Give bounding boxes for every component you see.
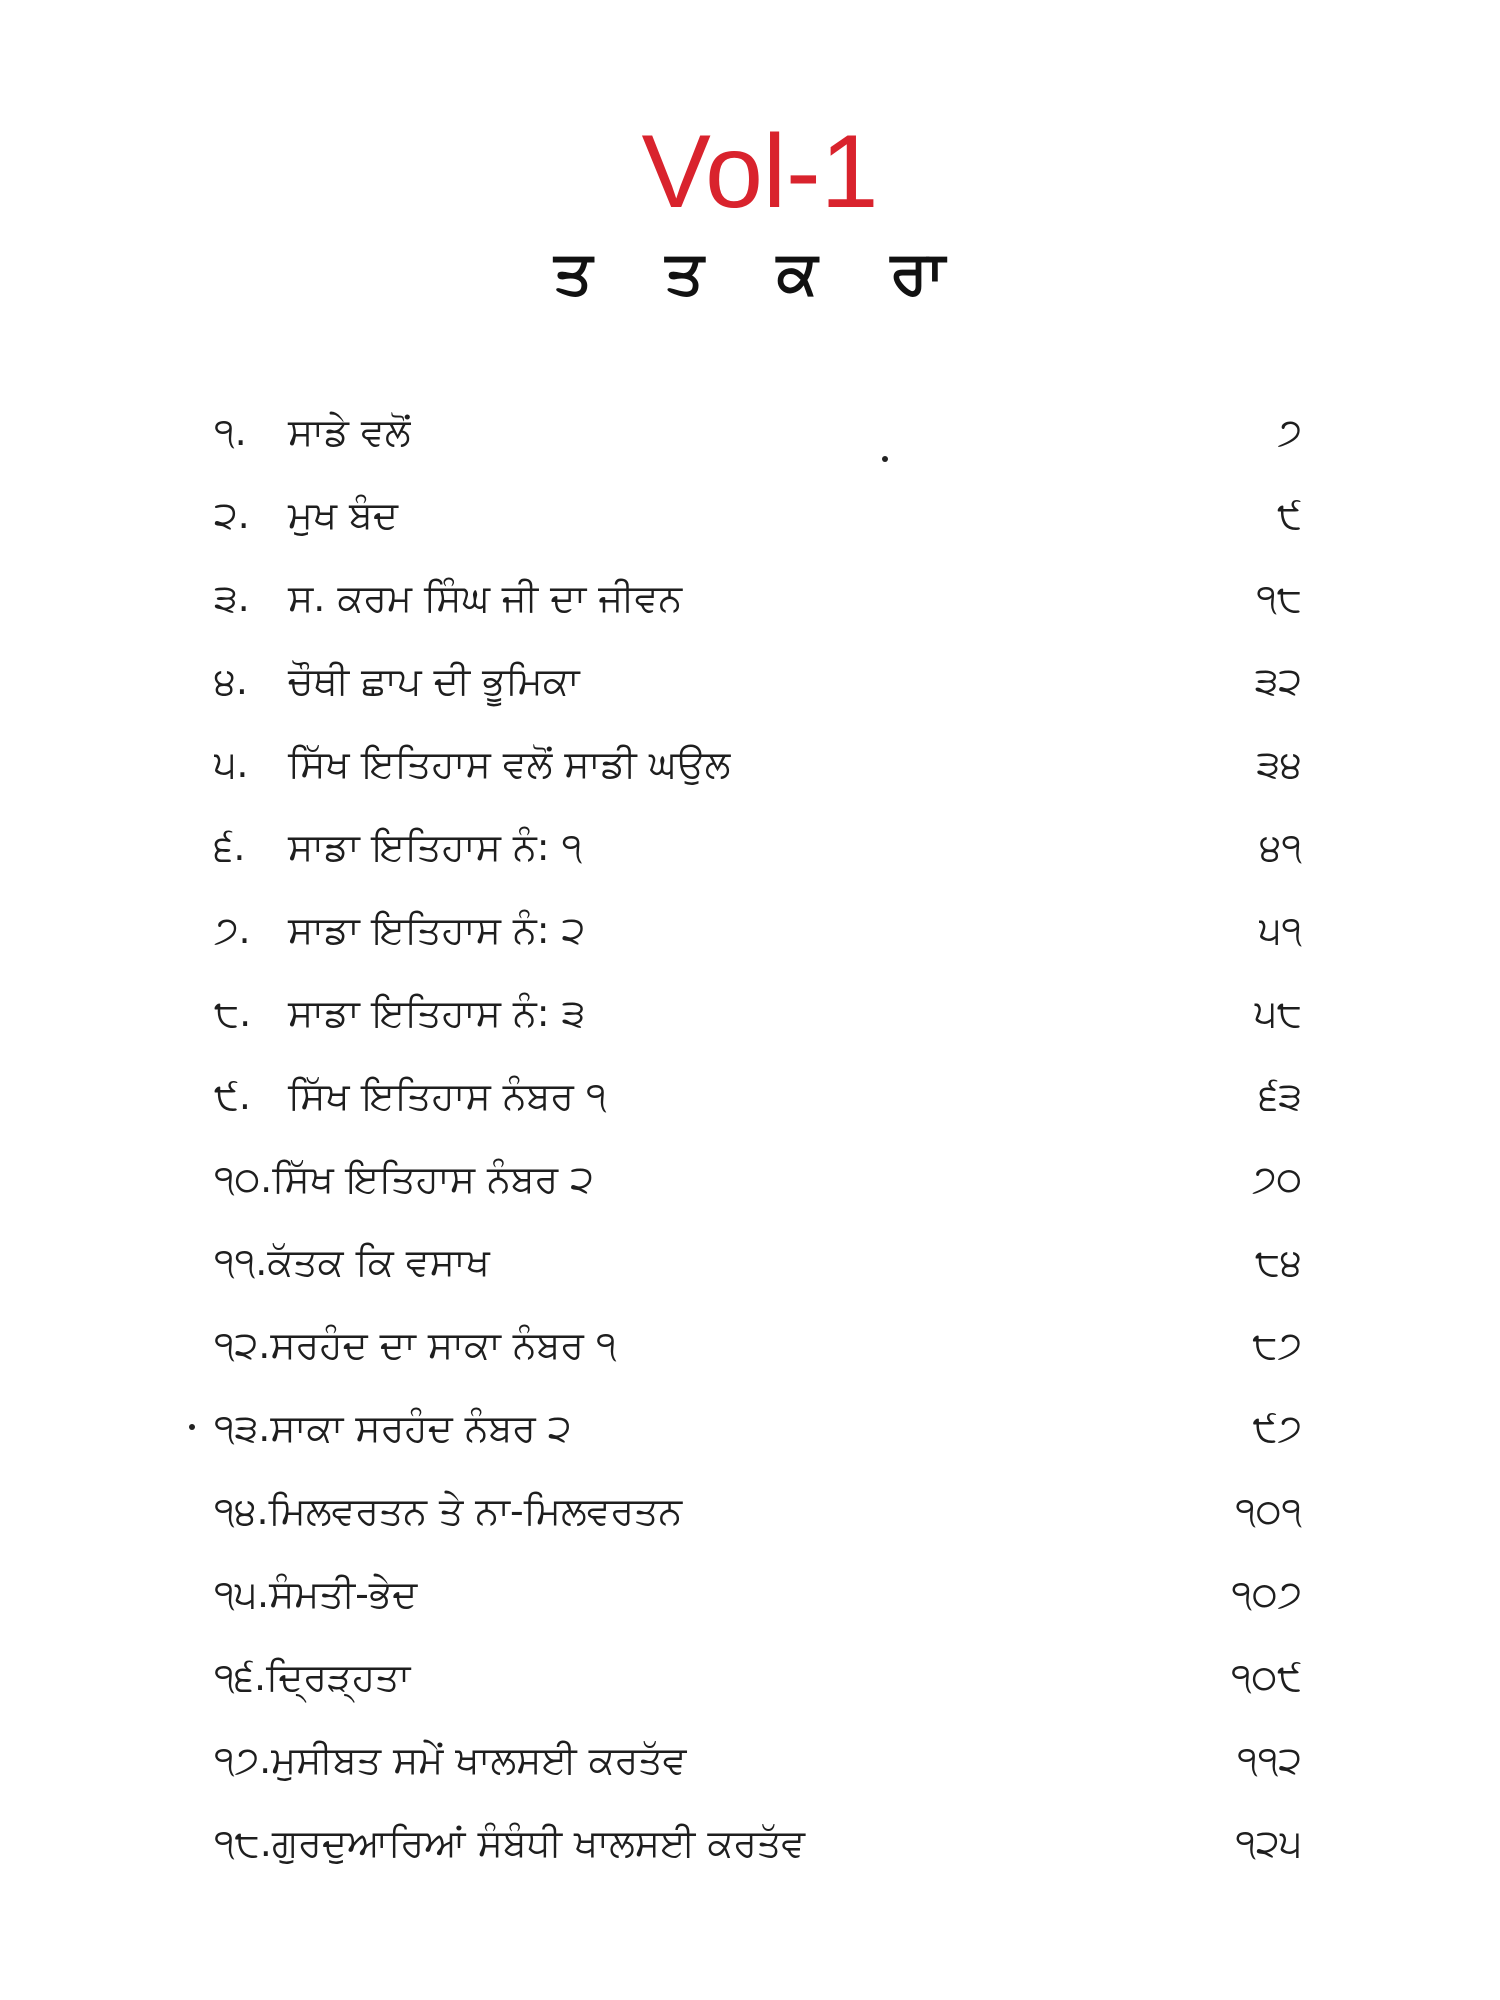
toc-entry-page: ੬੩	[1259, 1073, 1302, 1118]
toc-entry-number: ੫.	[214, 741, 249, 786]
toc-entry	[214, 1386, 1302, 1469]
toc-entry-page: ੩੪	[1256, 741, 1302, 786]
toc-entry-number: ੧੦.	[214, 1156, 273, 1201]
toc-entry-page: ੯	[1277, 492, 1302, 537]
toc-entry	[214, 888, 1302, 971]
toc-entry-title: ਮਿਲਵਰਤਨ ਤੇ ਨਾ-ਮਿਲਵਰਤਨ	[268, 1488, 683, 1533]
toc-entry-number: ੭.	[214, 907, 251, 952]
toc-entry-number: ੧੪.	[214, 1488, 269, 1533]
toc-entry-page: ੧੮	[1256, 575, 1302, 620]
toc-entry-number: ੧੬.	[214, 1654, 267, 1699]
toc-entry	[214, 722, 1302, 805]
toc-entry-title: ਮੁਖ ਬੰਦ	[288, 492, 399, 537]
toc-entry	[214, 1801, 1302, 1884]
toc-entry	[214, 1552, 1302, 1635]
toc-entry-page: ੭	[1277, 409, 1302, 454]
toc-entry	[214, 473, 1302, 556]
toc-entry-page: ੧੧੨	[1237, 1737, 1302, 1782]
toc-entry-number: ੧੫.	[214, 1571, 270, 1616]
toc-entry-page: ੫੮	[1254, 990, 1302, 1035]
toc-entry	[214, 1137, 1302, 1220]
toc-entry-page: ੩੨	[1254, 658, 1302, 703]
toc-entry-title: ਸਾਡਾ ਇਤਿਹਾਸ ਨੰ: ੨	[288, 907, 586, 952]
toc-entry-number: ੬.	[214, 824, 246, 869]
toc-entry-title: ਸੰਮਤੀ-ਭੇਦ	[269, 1571, 418, 1616]
toc-entry	[214, 639, 1302, 722]
toc-entry-page: ੧੦੭	[1231, 1571, 1302, 1616]
toc-entry-number: ੧੨.	[214, 1322, 271, 1367]
toc-entry-title: ਮੁਸੀਬਤ ਸਮੇਂ ਖਾਲਸਈ ਕਰਤੱਵ	[271, 1737, 687, 1782]
toc-entry	[214, 971, 1302, 1054]
toc-entry-title: ਸਾਡਾ ਇਤਿਹਾਸ ਨੰ: ੧	[288, 824, 583, 869]
toc-entry	[214, 1469, 1302, 1552]
toc-entry	[214, 556, 1302, 639]
toc-entry	[214, 1718, 1302, 1801]
toc-entry-number: ੪.	[214, 658, 248, 703]
toc-entry-page: ੮੭	[1252, 1322, 1302, 1367]
toc-entry-number: ੩.	[214, 575, 250, 620]
toc-entry-title: ਗੁਰਦੁਆਰਿਆਂ ਸੰਬੰਧੀ ਖਾਲਸਈ ਕਰਤੱਵ	[271, 1820, 806, 1865]
toc-entry-title: ਸਿੱਖ ਇਤਿਹਾਸ ਨੰਬਰ ੨	[272, 1156, 594, 1201]
toc-entry-page: ੧੨੫	[1235, 1820, 1302, 1865]
table-of-contents	[214, 390, 1302, 1884]
toc-entry-number: ੧.	[214, 409, 247, 454]
toc-entry-title: ਕੱਤਕ ਕਿ ਵਸਾਖ	[267, 1239, 490, 1284]
toc-entry	[214, 1054, 1302, 1137]
toc-entry-number: ੧੮.	[214, 1820, 272, 1865]
toc-entry	[214, 390, 1302, 473]
toc-entry-title: ਸਿੱਖ ਇਤਿਹਾਸ ਵਲੋਂ ਸਾਡੀ ਘਉਲ	[288, 741, 731, 786]
toc-entry	[214, 805, 1302, 888]
toc-entry-title: ਸਰਹੰਦ ਦਾ ਸਾਕਾ ਨੰਬਰ ੧	[270, 1322, 617, 1367]
toc-entry-page: ੮੪	[1254, 1239, 1302, 1284]
toc-entry-title: ਸਿੱਖ ਇਤਿਹਾਸ ਨੰਬਰ ੧	[288, 1073, 607, 1118]
toc-entry-page: ੧੦੯	[1230, 1654, 1302, 1699]
margin-dot	[189, 1424, 195, 1430]
toc-entry-number: ੯.	[214, 1073, 251, 1118]
volume-title: Vol-1	[641, 114, 879, 230]
toc-entry-page: ੫੧	[1258, 907, 1302, 952]
toc-entry-page: ੯੭	[1252, 1405, 1302, 1450]
toc-entry-number: ੧੧.	[214, 1239, 268, 1284]
toc-entry	[214, 1303, 1302, 1386]
toc-entry-number: ੧੩.	[214, 1405, 271, 1450]
toc-entry-title: ਸਾਕਾ ਸਰਹੰਦ ਨੰਬਰ ੨	[270, 1405, 572, 1450]
toc-entry-page: ੧੦੧	[1235, 1488, 1302, 1533]
toc-entry-title: ਸਾਡੇ ਵਲੋਂ	[288, 409, 411, 454]
toc-entry-number: ੧੭.	[214, 1737, 272, 1782]
contents-heading: ਤ ਤ ਕ ਰਾ	[554, 238, 971, 308]
toc-entry-title: ਚੌਥੀ ਛਾਪ ਦੀ ਭੂਮਿਕਾ	[288, 658, 580, 703]
toc-entry-title: ਸ. ਕਰਮ ਸਿੰਘ ਜੀ ਦਾ ਜੀਵਨ	[288, 575, 683, 620]
toc-entry-title: ਦ੍ਰਿੜ੍ਹਤਾ	[266, 1654, 411, 1699]
toc-entry-page: ੭੦	[1251, 1156, 1302, 1201]
toc-entry	[214, 1635, 1302, 1718]
toc-entry-number: ੨.	[214, 492, 250, 537]
toc-entry-number: ੮.	[214, 990, 252, 1035]
toc-entry-title: ਸਾਡਾ ਇਤਿਹਾਸ ਨੰ: ੩	[288, 990, 586, 1035]
toc-entry	[214, 1220, 1302, 1303]
toc-entry-page: ੪੧	[1259, 824, 1302, 869]
